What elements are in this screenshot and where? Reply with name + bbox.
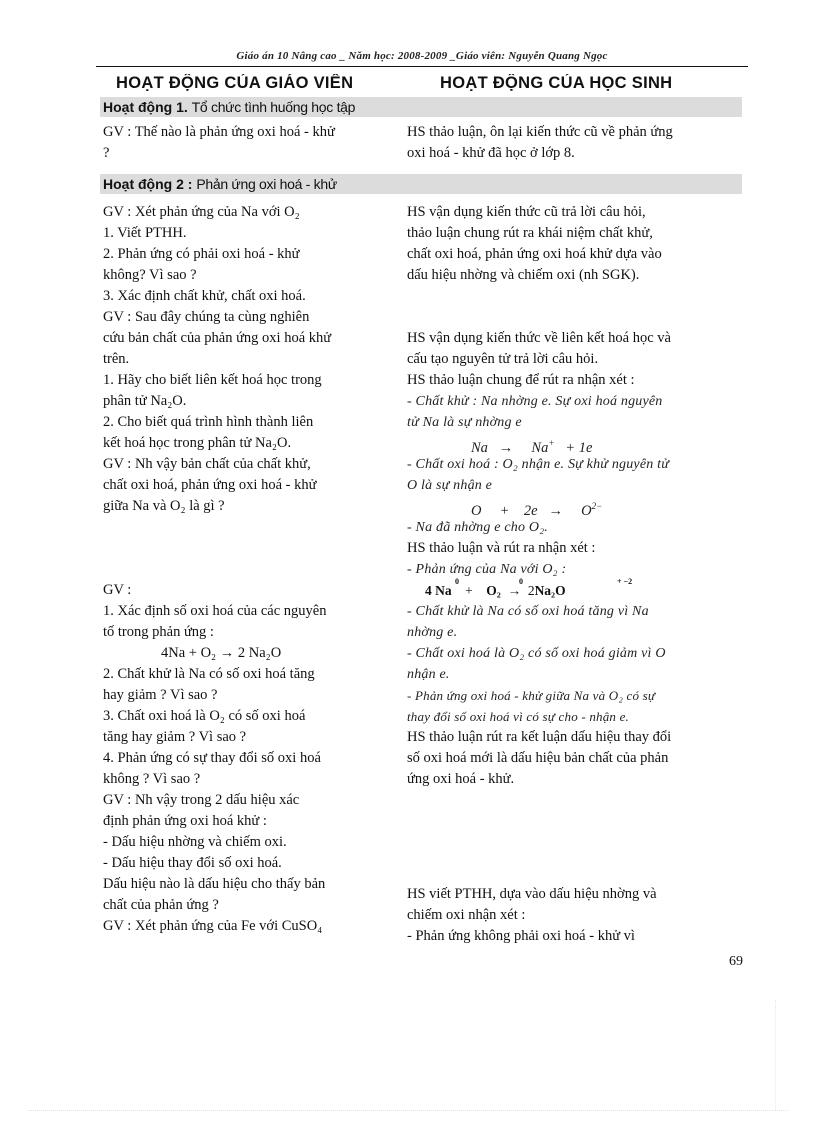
equation-na-o2: 0 0 + −2 4 Na + O₂ → 2Na₂O [425,577,633,598]
block3-teacher [103,580,395,937]
italic-line: - Chất oxi hoá là O₂ có số oxi hoá giảm vì O [407,646,666,661]
header-rule [96,66,748,67]
italic-line: - Phản ứng của Na với O₂ : [407,562,567,577]
text-line: thảo luận chung rút ra khái niệm chất khử, [407,225,653,241]
student-column-header: HOẠT ĐỘNG CỦA HỌC SINH [440,74,673,92]
text-line: HS vận dụng kiến thức về liên kết hoá học và [407,330,671,346]
page-number: 69 [729,954,743,969]
section-bar-1 [100,97,742,117]
text-line: số oxi hoá mới là dấu hiệu bản chất của phản [407,750,669,766]
equation-line: 4Na + O₂ → 2 Na₂O [161,645,282,661]
section-2-label: Hoạt động 2 : [103,176,193,192]
block3-student-end [407,884,747,947]
italic-line: nhờng e. [407,625,458,640]
text-line: 1. Viết PTHH. [103,225,187,241]
text-line: 3. Xác định chất khử, chất oxi hoá. [103,288,306,304]
text-line: tố trong phản ứng : [103,624,214,640]
text-line: trên. [103,351,130,367]
text-line: chất của phản ứng ? [103,897,219,913]
italic-line: - Chất khử : Na nhờng e. Sự oxi hoá nguyên [407,394,663,409]
text-line: - Phản ứng không phải oxi hoá - khử vì [407,928,635,944]
text-line: chất oxi hoá, phản ứng oxi hoá - khử [103,477,317,493]
text-line: 4. Phản ứng có sự thay đổi số oxi hoá [103,750,321,766]
text-line: HS thảo luận chung để rút ra nhận xét : [407,372,635,388]
section-1-label: Hoạt động 1. [103,99,188,115]
block1-teacher [103,122,395,164]
text-line: GV : [103,582,132,598]
block1-student [407,122,747,164]
block2-teacher [103,202,395,517]
text-line: HS viết PTHH, dựa vào dấu hiệu nhờng và [407,886,657,902]
text-line: HS thảo luận rút ra kết luận dấu hiệu thay đổi [407,729,672,745]
block2-student-a [407,202,747,286]
text-line: tăng hay giảm ? Vì sao ? [103,729,247,745]
text-line: GV : Xét phản ứng của Na với O₂ [103,204,300,220]
text-line: 1. Xác định số oxi hoá của các nguyên [103,603,327,619]
section-1-title: Tổ chức tình huống học tập [191,99,356,115]
text-line: dấu hiệu nhờng và chiếm oxi (nh SGK). [407,267,640,283]
equation-na-oxidation: Na → Na+ + 1e [471,438,593,456]
italic-line: - Phản ứng oxi hoá - khử giữa Na và O₂ có sự [407,688,656,703]
text-line: GV : Nh vậy bản chất của chất khử, [103,456,311,472]
text-line: giữa Na và O₂ là gì ? [103,498,225,514]
text-line: HS thảo luận và rút ra nhận xét : [407,540,596,556]
text-line: cấu tạo nguyên tử trả lời câu hỏi. [407,351,599,367]
text-line: hay giảm ? Vì sao ? [103,687,218,703]
text-line: ? [103,145,110,161]
block3-student [407,601,747,790]
text-line: 2. Chất khử là Na có số oxi hoá tăng [103,666,315,682]
text-line: GV : Xét phản ứng của Fe với CuSO₄ [103,918,323,934]
text-line: không ? Vì sao ? [103,771,201,787]
text-line: ứng oxi hoá - khử. [407,771,515,787]
text-line: định phản ứng oxi hoá khử : [103,813,267,829]
text-line: HS vận dụng kiến thức cũ trả lời câu hỏi, [407,204,646,220]
italic-line: - Na đã nhờng e cho O₂. [407,520,548,535]
text-line: GV : Sau đây chúng ta cùng nghiên [103,309,310,325]
block2-student-b [407,328,747,601]
text-line: chất oxi hoá, phản ứng oxi hoá khử dựa vào [407,246,662,262]
text-line: - Dấu hiệu nhờng và chiếm oxi. [103,834,287,850]
section-2-title: Phản ứng oxi hoá - khử [196,176,337,192]
text-line: GV : Thế nào là phản ứng oxi hoá - khử [103,124,335,140]
teacher-column-header: HOẠT ĐỘNG CỦA GIÁO VIÊN [116,74,354,92]
text-line: 2. Phản ứng có phải oxi hoá - khử [103,246,300,262]
text-line: kết hoá học trong phân tử Na₂O. [103,435,292,451]
margin-dotted-rule [775,1000,777,1110]
text-line: cứu bản chất của phản ứng oxi hoá khử [103,330,332,346]
text-line: Dấu hiệu nào là dấu hiệu cho thấy bản [103,876,326,892]
equation-o-reduction: O + 2e → $O^{2-}$ [471,501,603,519]
text-line: - Dấu hiệu thay đổi số oxi hoá. [103,855,282,871]
italic-line: tử Na là sự nhờng e [407,415,522,430]
section-bar-2 [100,174,742,194]
italic-line: O là sự nhận e [407,478,493,493]
text-line: phân tử Na₂O. [103,393,187,409]
italic-line: nhận e. [407,667,450,682]
text-line: 3. Chất oxi hoá là O₂ có số oxi hoá [103,708,306,724]
page-header: Giáo án 10 Nâng cao _ Năm học: 2008-2009 _Giáo viên: Nguyễn Quang Ngọc [236,50,608,62]
text-line: 2. Cho biết quá trình hình thành liên [103,414,314,430]
footer-dotted-rule [28,1110,788,1111]
italic-line: thay đổi số oxi hoá vì có sự cho - nhận e. [407,709,630,724]
text-line: GV : Nh vậy trong 2 dấu hiệu xác [103,792,300,808]
italic-line: - Chất khử là Na có số oxi hoá tăng vì Na [407,604,649,619]
text-line: không? Vì sao ? [103,267,197,283]
text-line: 1. Hãy cho biết liên kết hoá học trong [103,372,322,388]
text-line: HS thảo luận, ôn lại kiến thức cũ về phản ứng [407,124,673,140]
text-line: oxi hoá - khử đã học ở lớp 8. [407,145,575,161]
text-line: chiếm oxi nhận xét : [407,907,526,923]
italic-line: - Chất oxi hoá : O₂ nhận e. Sự khử nguyên tử [407,457,670,472]
